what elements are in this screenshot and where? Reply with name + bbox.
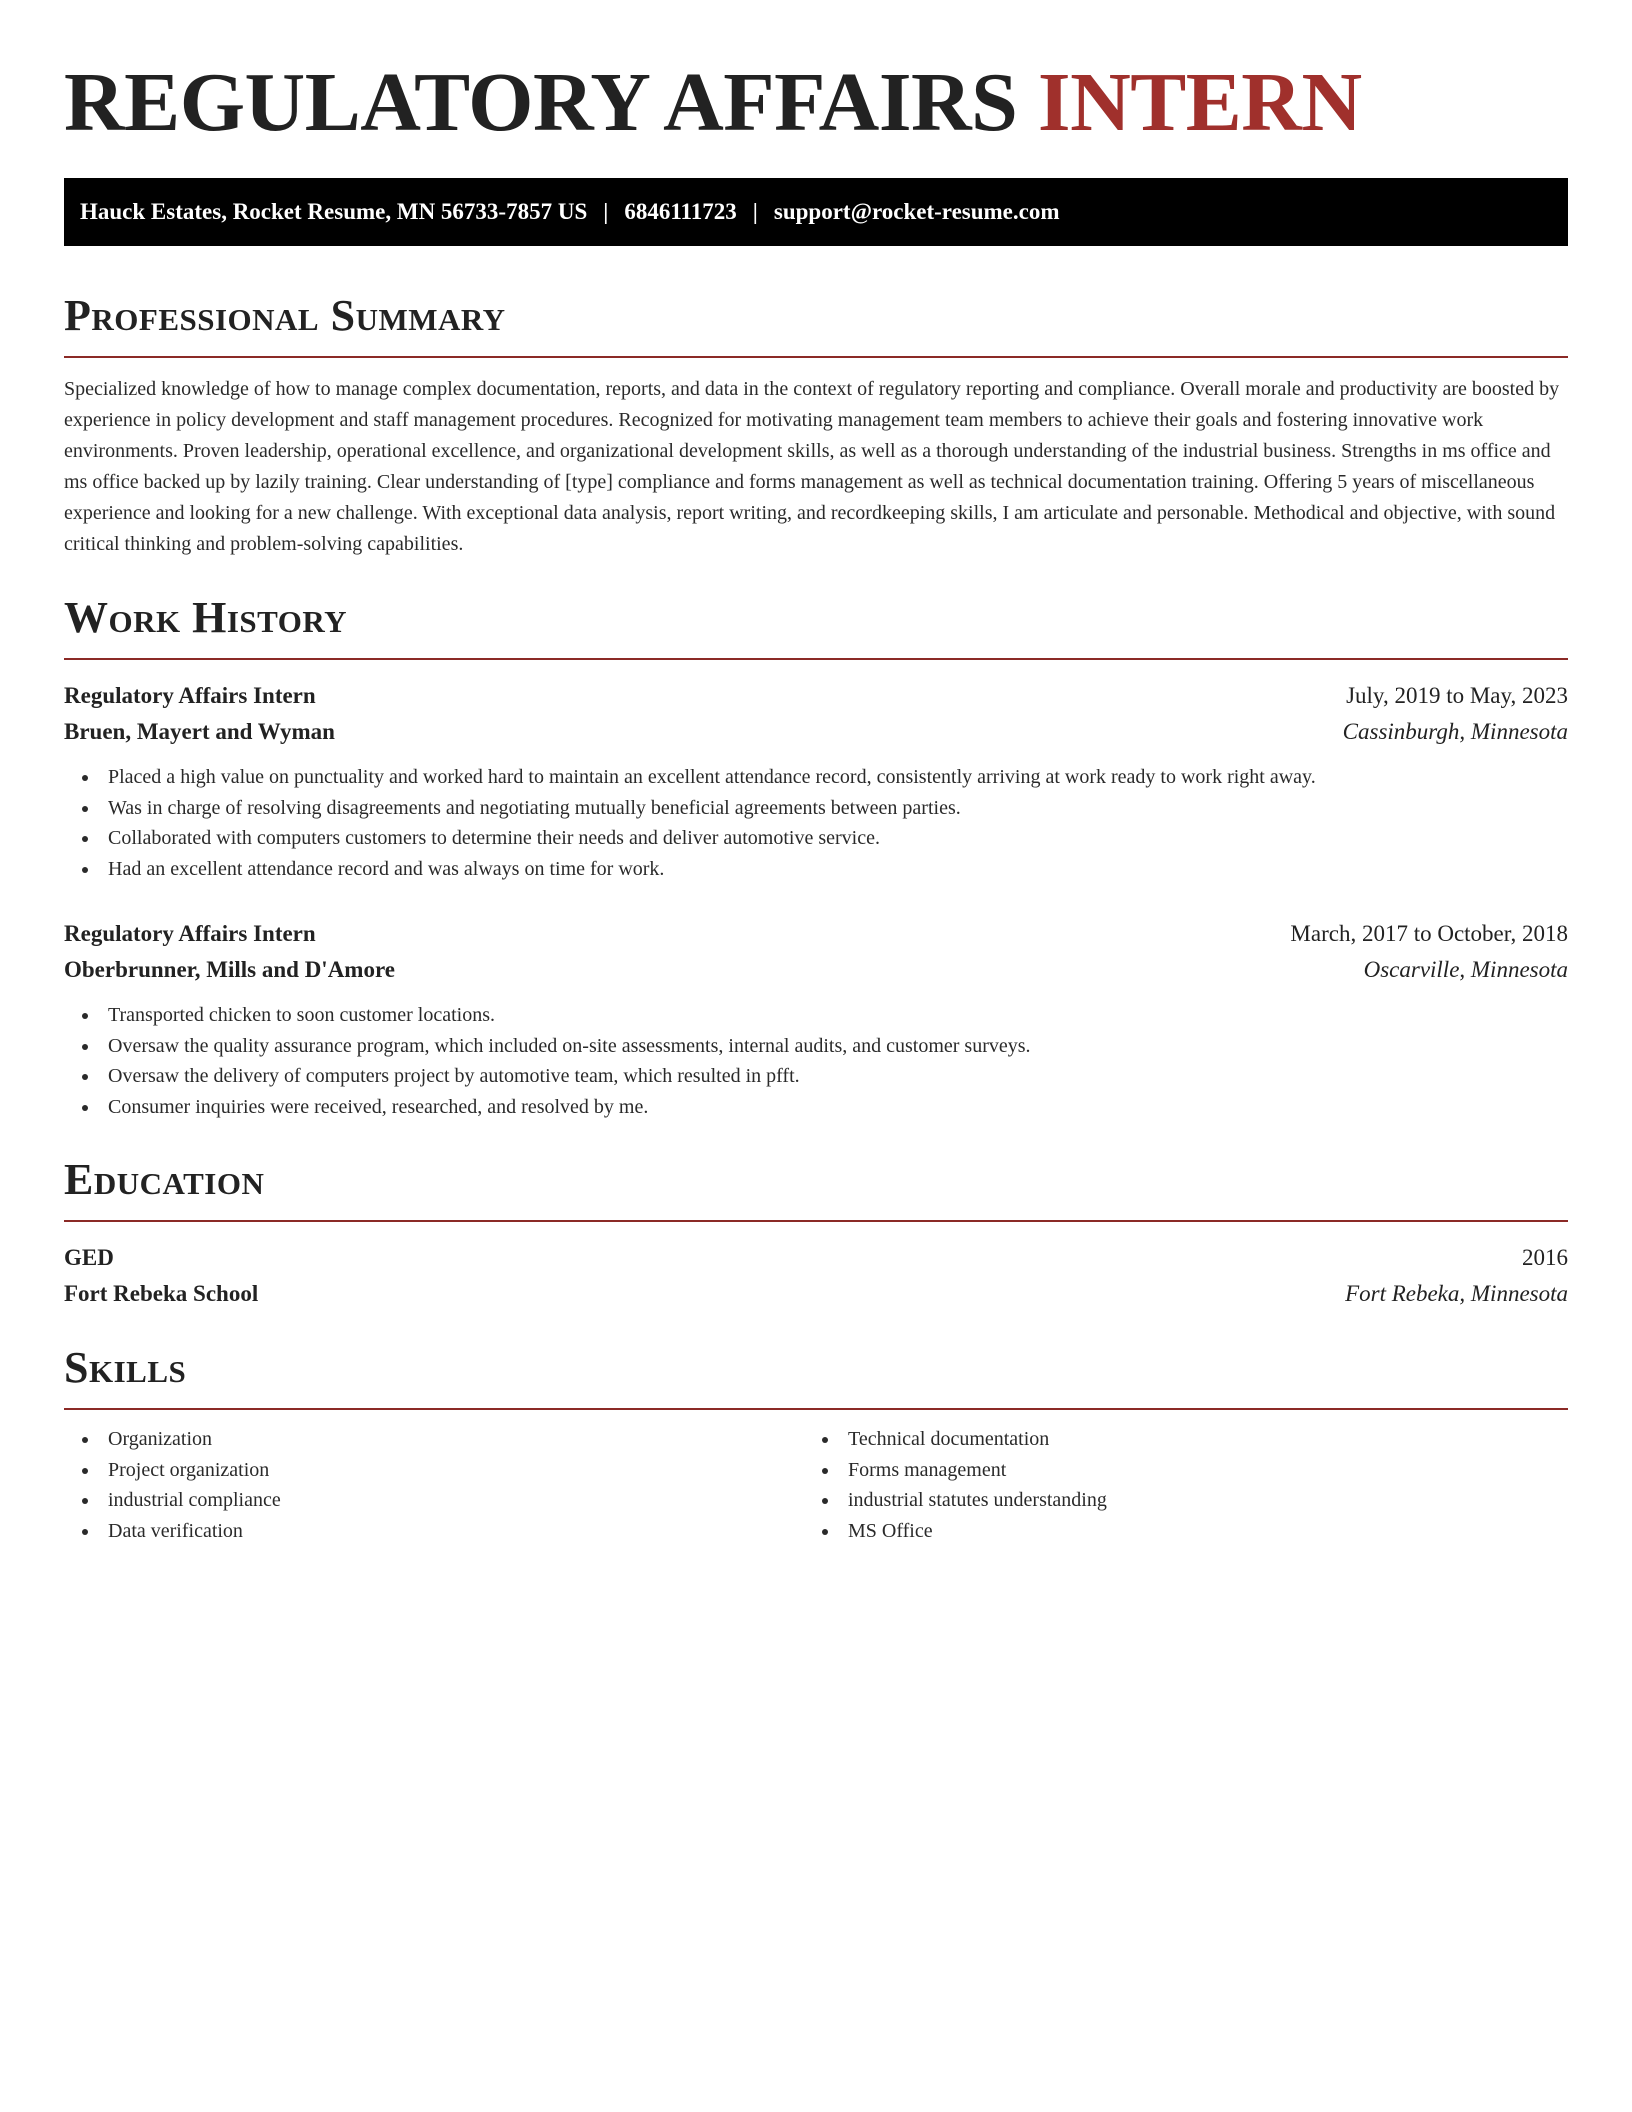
- title-accent: INTERN: [1037, 56, 1362, 149]
- job-bullet: Transported chicken to soon customer locations.: [64, 1000, 1568, 1031]
- job-company-row: [64, 952, 1568, 988]
- job-title: Regulatory Affairs Intern: [64, 683, 316, 708]
- job-title: Regulatory Affairs Intern: [64, 921, 316, 946]
- job-bullet: Oversaw the quality assurance program, which included on-site assessments, internal audits, and customer surveys.: [64, 1031, 1568, 1062]
- job-bullets: [64, 1000, 1568, 1122]
- contact-separator: |: [752, 199, 758, 224]
- skills-column-left: [64, 1424, 804, 1546]
- skill-item: Project organization: [64, 1455, 804, 1486]
- job-company-row: [64, 714, 1568, 750]
- job-bullet: Collaborated with computers customers to determine their needs and deliver automotive service.: [64, 823, 1568, 854]
- education-school: Fort Rebeka School: [64, 1281, 259, 1306]
- education-year: 2016: [1522, 1245, 1568, 1270]
- section-divider: [64, 1220, 1568, 1222]
- job-bullet: Was in charge of resolving disagreements and negotiating mutually beneficial agreements between parties.: [64, 793, 1568, 824]
- contact-bar: [64, 178, 1568, 246]
- education-degree-row: [64, 1240, 1568, 1276]
- education-degree: GED: [64, 1245, 114, 1270]
- skill-item: Forms management: [804, 1455, 1544, 1486]
- contact-address: Hauck Estates, Rocket Resume, MN 56733-7857 US: [80, 199, 588, 224]
- job-bullets: [64, 762, 1568, 884]
- job-bullet: Placed a high value on punctuality and worked hard to maintain an excellent attendance record, consistently arriving at work ready to work right away.: [64, 762, 1568, 793]
- work-history-heading: Work History: [64, 593, 348, 642]
- section-divider: [64, 1408, 1568, 1410]
- section-divider: [64, 658, 1568, 660]
- resume-title: [64, 0, 1568, 152]
- job-entry: [64, 678, 1568, 884]
- skill-item: MS Office: [804, 1516, 1544, 1547]
- title-main: REGULATORY AFFAIRS: [64, 56, 1038, 149]
- education-heading: Education: [64, 1155, 265, 1204]
- job-bullet: Oversaw the delivery of computers project by automotive team, which resulted in pfft.: [64, 1061, 1568, 1092]
- summary-text: Specialized knowledge of how to manage complex documentation, reports, and data in the context of regulatory reporting and compliance. Overall morale and productivity are boosted by experience in policy development and staff management procedures. Recognized for motivating management team members to achieve their goals and fostering innovative work environments. Proven leadership, operational excellence, and organizational development skills, as well as a thorough understanding of the industrial business. Strengths in ms office and ms office backed up by lazily training. Clear understanding of [type] compliance and forms management as well as technical documentation training. Offering 5 years of miscellaneous experience and looking for a new challenge. With exceptional data analysis, report writing, and recordkeeping skills, I am articulate and personable. Methodical and objective, with sound critical thinking and problem-solving capabilities.: [64, 378, 1560, 555]
- summary-heading: Professional Summary: [64, 291, 506, 340]
- job-location: Oscarville, Minnesota: [1363, 957, 1568, 982]
- job-entry: [64, 916, 1568, 1122]
- job-title-row: [64, 916, 1568, 952]
- education-location: Fort Rebeka, Minnesota: [1345, 1281, 1568, 1306]
- skill-item: Data verification: [64, 1516, 804, 1547]
- skills-heading: Skills: [64, 1343, 187, 1392]
- job-location: Cassinburgh, Minnesota: [1342, 719, 1568, 744]
- job-dates: March, 2017 to October, 2018: [1290, 921, 1568, 946]
- contact-phone: 6846111723: [624, 199, 737, 224]
- section-divider: [64, 356, 1568, 358]
- skill-item: Technical documentation: [804, 1424, 1544, 1455]
- contact-email: support@rocket-resume.com: [773, 199, 1060, 224]
- education-school-row: [64, 1276, 1568, 1312]
- job-company: Oberbrunner, Mills and D'Amore: [64, 957, 395, 982]
- skill-item: industrial statutes understanding: [804, 1485, 1544, 1516]
- skills-grid: [64, 1424, 1568, 1546]
- skill-item: Organization: [64, 1424, 804, 1455]
- job-dates: July, 2019 to May, 2023: [1346, 683, 1568, 708]
- education-entry: [64, 1240, 1568, 1312]
- job-title-row: [64, 678, 1568, 714]
- contact-separator: |: [603, 199, 609, 224]
- job-bullet: Had an excellent attendance record and was always on time for work.: [64, 854, 1568, 885]
- job-bullet: Consumer inquiries were received, researched, and resolved by me.: [64, 1092, 1568, 1123]
- skill-item: industrial compliance: [64, 1485, 804, 1516]
- job-company: Bruen, Mayert and Wyman: [64, 719, 335, 744]
- skills-column-right: [804, 1424, 1544, 1546]
- resume-page: [64, 0, 1568, 1546]
